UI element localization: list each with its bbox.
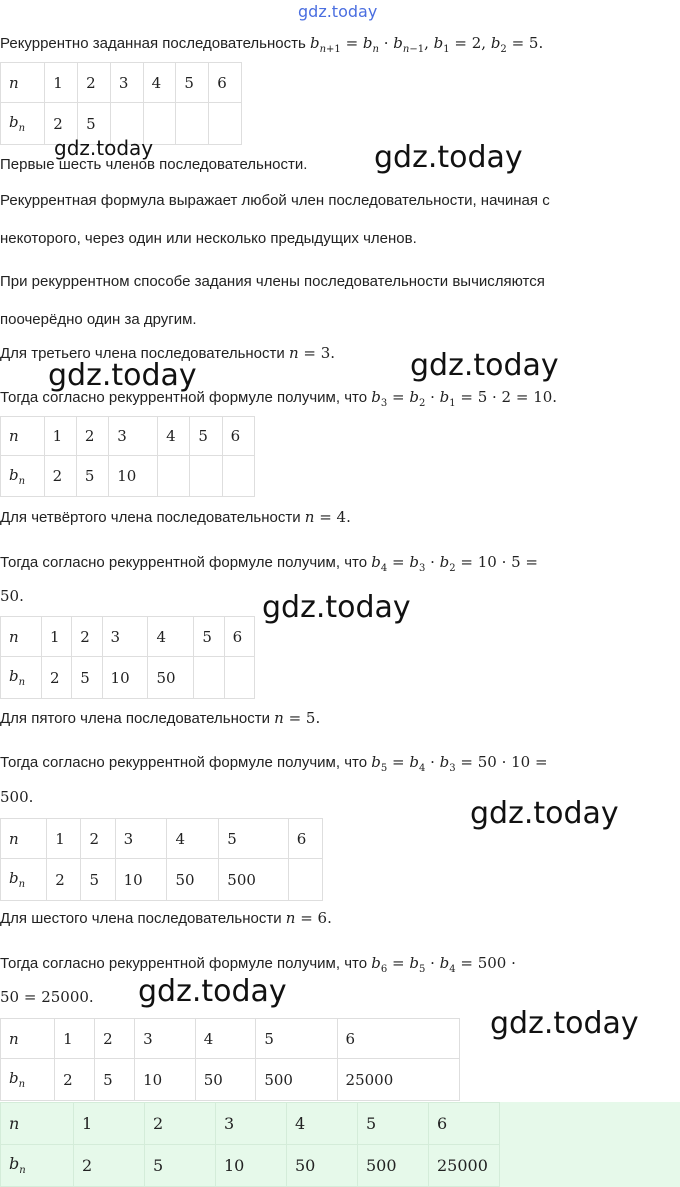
third-term-line: Для третьего члена последовательности n = 3. bbox=[0, 344, 336, 362]
sixth-term-line: Для шестого члена последовательности n = 6. bbox=[0, 909, 332, 927]
watermark: gdz.today bbox=[48, 358, 197, 393]
watermark: gdz.today bbox=[490, 1006, 639, 1041]
fourth-term-line: Для четвёртого члена последовательности n = 4. bbox=[0, 508, 351, 526]
table-values-row: $b_n$ 2 5 bbox=[1, 103, 242, 145]
definition-line-1: Рекуррентная формула выражает любой член последовательности, начиная с bbox=[0, 192, 550, 209]
b5-line-2: 500. bbox=[0, 788, 34, 806]
intro-formula: $b_{n+1} = b_n \cdot b_{n-1}$, $b_1 = 2$, $b_2 = 5$. bbox=[309, 34, 544, 55]
intro-text: Рекуррентно заданная последовательность bbox=[0, 35, 306, 52]
sequence-table-3: n 1 2 3 4 5 6 $b_n$ 2 5 10 50 bbox=[0, 616, 255, 699]
first-six-text: Первые шесть членов последовательности. bbox=[0, 156, 308, 173]
b3-line: Тогда согласно рекуррентной формуле получим, что $b_3 = b_2 \cdot b_1 = 5 \cdot 2 = 10$. bbox=[0, 388, 558, 409]
sequence-table-1 bbox=[0, 62, 242, 145]
watermark: gdz.today bbox=[410, 348, 559, 383]
watermark: gdz.today bbox=[470, 796, 619, 831]
fifth-term-line: Для пятого члена последовательности n = 5. bbox=[0, 709, 321, 727]
b6-line-2: 50 = 25000. bbox=[0, 988, 94, 1006]
calc-line-2: поочерёдно один за другим. bbox=[0, 311, 197, 328]
b4-line: Тогда согласно рекуррентной формуле получим, что $b_4 = b_3 \cdot b_2 = 10 \cdot 5$ = bbox=[0, 553, 538, 574]
watermark: gdz.today bbox=[138, 974, 287, 1009]
sequence-table-5: n 1 2 3 4 5 6 $b_n$ 2 5 10 50 500 25000 bbox=[0, 1018, 460, 1101]
b6-line: Тогда согласно рекуррентной формуле получим, что $b_6 = b_5 \cdot b_4 = 500$ · bbox=[0, 954, 516, 975]
intro-line bbox=[0, 34, 543, 55]
watermark-top: gdz.today bbox=[298, 2, 378, 21]
calc-line-1: При рекуррентном способе задания члены последовательности вычисляются bbox=[0, 273, 545, 290]
definition-line-2: некоторого, через один или несколько предыдущих членов. bbox=[0, 230, 417, 247]
watermark: gdz.today bbox=[262, 590, 411, 625]
sequence-table-2: n 1 2 3 4 5 6 $b_n$ 2 5 10 bbox=[0, 416, 255, 497]
sequence-table-4: n 1 2 3 4 5 6 $b_n$ 2 5 10 50 500 bbox=[0, 818, 323, 901]
b4-line-2: 50. bbox=[0, 587, 24, 605]
watermark: gdz.today bbox=[374, 140, 523, 175]
watermark: gdz.today bbox=[54, 136, 154, 160]
b5-line: Тогда согласно рекуррентной формуле получим, что $b_5 = b_4 \cdot b_3 = 50 \cdot 10$ = bbox=[0, 753, 548, 774]
answer-table: n 1 2 3 4 5 6 $b_n$ 2 5 10 50 500 25000 bbox=[0, 1102, 680, 1187]
table-header-row: n 1 2 3 4 5 6 bbox=[1, 63, 242, 103]
